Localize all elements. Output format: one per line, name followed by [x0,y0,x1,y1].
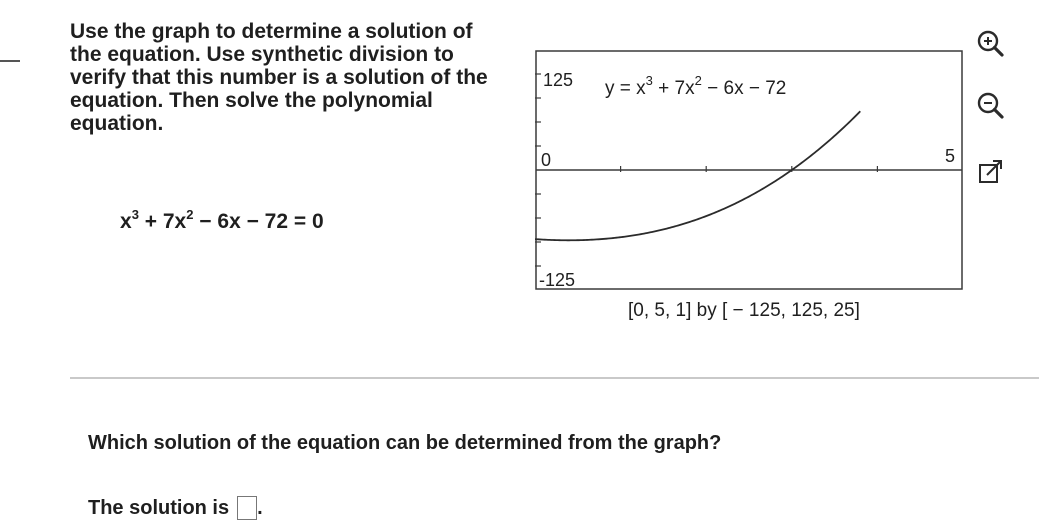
equation-part: x [120,210,132,233]
y-min-label: -125 [539,270,576,290]
y-max-label: 125 [543,70,574,90]
function-label: $y = x^3 + 7x^2 - 6x - 72$ [605,73,787,99]
answer-suffix: . [257,496,263,519]
graph-svg [535,50,963,290]
left-edge-mark [0,60,20,62]
equation-part: + 7x [138,210,187,233]
polynomial-equation [120,207,324,234]
question-text: Which solution of the equation can be determined from the graph? [88,432,722,454]
x-min-label: 0 [541,150,552,170]
problem-line: verify that this number is a solution of the [70,66,488,89]
x-max-label: 5 [945,146,956,166]
equation-exponent: 2 [186,207,194,222]
viewing-window-caption: [0, 5, 1] by [ − 125, 125, 25] [628,300,860,321]
answer-row [88,496,263,520]
answer-input-box[interactable] [237,496,257,520]
problem-statement [70,20,520,135]
problem-line: Use the graph to determine a solution of [70,20,473,43]
section-divider [70,377,1039,379]
equation-exponent: 3 [131,207,139,222]
external-link-icon[interactable] [973,155,1007,189]
zoom-out-icon[interactable] [973,88,1007,122]
function-graph [535,50,963,290]
problem-line: the equation. Use synthetic division to [70,43,454,66]
problem-line: equation. Then solve the polynomial [70,89,433,112]
problem-line: equation. [70,112,164,135]
equation-part: − 6x − 72 = 0 [193,210,324,233]
zoom-in-icon[interactable] [973,26,1007,60]
answer-prefix: The solution is [88,496,230,519]
